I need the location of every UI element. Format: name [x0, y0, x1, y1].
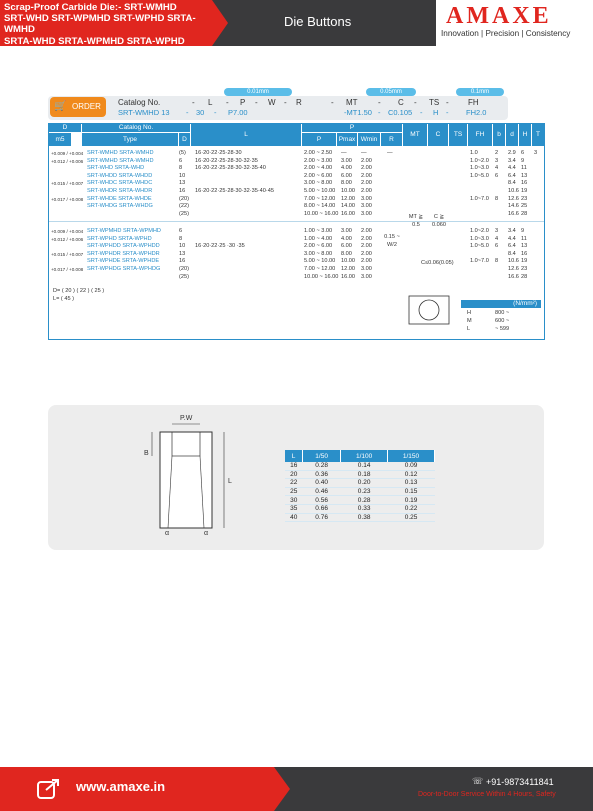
order-example: - — [378, 108, 381, 117]
cell-l: 16·20·22·25·28·30·32·35·40·45 — [195, 188, 274, 194]
col-header-b: b — [493, 124, 505, 146]
cell-b: 8 — [495, 195, 499, 202]
cell-fh: 1.0~5.0 — [470, 172, 489, 179]
cell-tol: +0.009 / +0.004 — [51, 229, 84, 234]
cell-d: 10 — [179, 243, 186, 250]
cell-h: 25 — [521, 203, 528, 210]
table-row — [285, 470, 435, 479]
cell-wmin: 3.00 — [361, 203, 372, 210]
cell-pmax: 12.00 — [341, 266, 355, 272]
cell-wmin: 3.00 — [361, 273, 372, 280]
cell-p: 1.00 ~ 3.00 — [304, 228, 333, 234]
order-cell: - — [446, 98, 449, 107]
order-example: - — [446, 108, 449, 117]
land-cell: 16 — [285, 462, 303, 470]
cell-h: 6 — [521, 150, 525, 156]
cell-h: 13 — [521, 172, 528, 179]
table-row — [285, 504, 435, 513]
order-example: - — [186, 108, 189, 117]
cell-pmax: 12.00 — [341, 195, 355, 202]
table-row — [285, 487, 435, 496]
cell-fh: 1.0 — [470, 150, 478, 156]
land-cell: 20 — [285, 470, 303, 479]
cell-pmax: 14.00 — [341, 203, 355, 210]
land-cell: 0.15 — [388, 487, 435, 496]
website-link[interactable]: www.amaxe.in — [76, 779, 166, 794]
cell-wmin: 2.00 — [361, 235, 372, 242]
cell-pmax: — — [341, 150, 347, 156]
cell-p: 3.00 ~ 8.00 — [304, 250, 333, 257]
cell-d: 6 — [179, 228, 183, 234]
hardness-header: (N/mm²) — [461, 300, 541, 308]
cell-d: (25) — [179, 273, 189, 280]
cell-d: (22) — [179, 203, 189, 210]
cell-type: SRT-WPHDG SRTA-WPHDG — [87, 266, 161, 272]
brand-tagline: Innovation | Precision | Consistency — [441, 29, 571, 38]
cell-fh: 1.0~2.0 — [470, 157, 489, 164]
cell-tol: +0.015 / +0.007 — [51, 251, 84, 257]
cell-type: SRT-WHDR SRTA-WHDR — [87, 188, 153, 194]
cell-p: 7.00 ~ 12.00 — [304, 266, 336, 272]
cell-wmin: 2.00 — [361, 228, 372, 234]
cell-d: 13 — [179, 250, 186, 257]
order-label: ORDER — [72, 102, 101, 111]
cell-b: 4 — [495, 165, 499, 172]
land-cell: 0.14 — [341, 462, 388, 470]
col-header-mt: MT — [403, 124, 427, 146]
cell-p: 2.00 ~ 2.50 — [304, 150, 333, 156]
cell-p: 2.00 ~ 6.00 — [304, 172, 333, 179]
land-cell: 0.46 — [303, 487, 341, 496]
cell-type: SRT-WPHDD SRTA-WPHDD — [87, 243, 160, 250]
order-cell: L — [208, 98, 213, 107]
cell-dd: 12.6 — [508, 195, 519, 202]
die-cross-section-icon — [405, 290, 455, 334]
cell-dd: 6.4 — [508, 172, 516, 179]
cell-pmax: 8.00 — [341, 250, 352, 257]
land-cell: 0.28 — [341, 496, 388, 505]
table-row — [285, 462, 435, 470]
cell-dd: 12.6 — [508, 266, 519, 272]
cell-wmin: 2.00 — [361, 243, 372, 250]
land-cell: 0.40 — [303, 479, 341, 488]
cell-dd: 4.4 — [508, 165, 516, 172]
subheader-m5: m5 — [49, 133, 71, 146]
land-cell: 35 — [285, 504, 303, 513]
order-cell: FH — [468, 98, 479, 107]
land-header: 1/100 — [341, 450, 388, 462]
phone-icon: ☏ — [472, 776, 484, 786]
cell-p: 10.00 ~ 16.00 — [304, 273, 339, 280]
hardness-value: ~ 599 — [495, 326, 510, 332]
cell-h: 23 — [521, 195, 528, 202]
col-header-c: C — [428, 124, 448, 146]
cell-d: 16 — [179, 258, 186, 265]
cell-fh: 1.0~2.0 — [470, 228, 489, 234]
cell-l: 16·20·22·25·28·30 — [195, 150, 242, 156]
cell-l: 16·20·22·25·28·30·32·35·40 — [195, 165, 266, 172]
order-example: H — [433, 108, 439, 117]
cell-p: 1.00 ~ 4.00 — [304, 235, 333, 242]
cell-type: SRT-WPMHD SRTA-WPMHD — [87, 228, 161, 234]
land-cell: 0.76 — [303, 513, 341, 522]
cell-wmin: 2.00 — [361, 157, 372, 164]
share-icon — [36, 776, 62, 802]
order-cell: - — [284, 98, 287, 107]
title-line: SRT-WHD SRT-WPMHD SRT-WPHD SRTA-WMHD — [4, 13, 196, 36]
cell-pmax: 4.00 — [341, 235, 352, 242]
land-cell: 0.36 — [303, 470, 341, 479]
w-note: 0.15 ~ W/2 — [384, 234, 400, 248]
cell-type: SRT-WPHD SRTA-WPHD — [87, 235, 152, 242]
ca-note: C≤0.06(0.05) — [421, 260, 454, 266]
col-header-ts: TS — [449, 124, 467, 146]
note-d: D= ( 20 ) ( 22 ) ( 25 ) — [53, 288, 105, 294]
cell-d: 16 — [179, 188, 186, 194]
cell-dd: 8.4 — [508, 180, 516, 187]
cell-l: 16·20·22·25·28·30·32·35 — [195, 157, 258, 164]
cell-dd: 10.6 — [508, 188, 519, 194]
cell-p: 2.00 ~ 6.00 — [304, 243, 333, 250]
cell-d: 6 — [179, 157, 183, 164]
cell-b: 8 — [495, 258, 499, 265]
land-cell: 0.23 — [341, 487, 388, 496]
cell-d: 13 — [179, 180, 186, 187]
cell-b: 6 — [495, 243, 499, 250]
cell-t: 3 — [534, 150, 538, 156]
cell-p: 7.00 ~ 12.00 — [304, 195, 336, 202]
subheader-r: R — [381, 133, 402, 146]
order-cell: C — [398, 98, 404, 107]
cell-dd: 14.6 — [508, 203, 519, 210]
order-cell: - — [414, 98, 417, 107]
mt-note: MT ≧ 0.5 — [408, 214, 424, 228]
cell-dd: 3.4 — [508, 157, 516, 164]
dim-label-l: L — [228, 478, 232, 485]
subheader-pmax: Pmax — [337, 133, 357, 146]
order-example: - — [214, 108, 217, 117]
land-cell: 0.19 — [388, 496, 435, 505]
table-row — [285, 513, 435, 522]
cell-d: (5) — [179, 150, 186, 156]
cell-wmin: — — [361, 150, 367, 156]
land-header: L — [285, 450, 303, 462]
cell-p: 2.00 ~ 4.00 — [304, 165, 333, 172]
dim-label-alpha: α — [165, 530, 170, 537]
service-line: Door-to-Door Service Within 4 Hours, Safety — [418, 791, 556, 798]
hardness-value: 600 ~ — [495, 318, 510, 324]
order-example: FH2.0 — [466, 108, 487, 117]
cell-dd: 3.4 — [508, 228, 516, 234]
cell-d: (20) — [179, 266, 189, 272]
cell-type: SRT-WHDG SRTA-WHDG — [87, 203, 153, 210]
land-cell: 0.25 — [388, 513, 435, 522]
hardness-key: L — [467, 326, 471, 332]
cell-b: 3 — [495, 157, 499, 164]
cell-tol: +0.012 / +0.006 — [51, 158, 84, 164]
cell-fh: 1.0~7.0 — [470, 258, 489, 265]
cell-wmin: 2.00 — [361, 172, 372, 179]
land-table — [285, 450, 435, 522]
cell-dd: 16.6 — [508, 210, 519, 217]
land-cell: 0.09 — [388, 462, 435, 470]
brand-logo: AMAXE — [446, 3, 552, 29]
col-header-l: L — [191, 124, 301, 146]
dim-label-pw: P.W — [180, 415, 193, 422]
land-cell: 0.66 — [303, 504, 341, 513]
cell-h: 19 — [521, 258, 528, 265]
cell-d: 10 — [179, 172, 186, 179]
hardness-value: 800 ~ — [495, 310, 510, 316]
cell-p: 10.00 ~ 16.00 — [304, 210, 339, 217]
cell-tol: +0.009 / +0.004 — [51, 151, 84, 156]
cell-p: 5.00 ~ 10.00 — [304, 258, 336, 265]
page-title — [4, 2, 226, 47]
c-note: C ≧ 0.060 — [432, 214, 446, 228]
land-cell: 40 — [285, 513, 303, 522]
order-cell: P — [240, 98, 246, 107]
cell-pmax: 3.00 — [341, 228, 352, 234]
note-l: L= ( 45 ) — [53, 296, 74, 302]
cell-d: (20) — [179, 195, 189, 202]
land-cell: 0.13 — [388, 479, 435, 488]
col-header-t: T — [532, 124, 544, 146]
cell-tol: +0.017 / +0.008 — [51, 267, 84, 272]
tolerance-pill: 0.01mm — [224, 88, 292, 96]
land-cell: 0.33 — [341, 504, 388, 513]
cell-p: 3.00 ~ 8.00 — [304, 180, 333, 187]
cell-wmin: 3.00 — [361, 266, 372, 272]
cell-h: 23 — [521, 266, 528, 272]
cell-wmin: 2.00 — [361, 165, 372, 172]
cell-wmin: 2.00 — [361, 188, 372, 194]
cell-h: 11 — [521, 165, 527, 172]
cell-wmin: 3.00 — [361, 210, 372, 217]
cell-p: 8.00 ~ 14.00 — [304, 203, 336, 210]
cell-wmin: 3.00 — [361, 195, 372, 202]
cell-b: 6 — [495, 172, 499, 179]
subheader-type: Type — [82, 133, 178, 146]
die-buttons-table — [48, 123, 545, 340]
cell-h: 13 — [521, 243, 528, 250]
cell-fh: 1.0~3.0 — [470, 235, 489, 242]
land-header: 1/150 — [388, 450, 435, 462]
tolerance-pill: 0.1mm — [456, 88, 504, 96]
land-cell: 0.28 — [303, 462, 341, 470]
cell-fh: 1.0~7.0 — [470, 195, 489, 202]
cell-b: 2 — [495, 150, 499, 156]
cart-icon: 🛒 — [54, 101, 67, 112]
cell-pmax: 4.00 — [341, 165, 352, 172]
land-cell: 30 — [285, 496, 303, 505]
land-cell: 0.38 — [341, 513, 388, 522]
col-header-fh: FH — [468, 124, 492, 146]
col-header-d: D — [49, 124, 81, 132]
land-header: 1/50 — [303, 450, 341, 462]
cell-type: SRT-WPHDR SRTA-WPHDR — [87, 250, 160, 257]
cell-type: SRT-WMHD SRTA-WMHD — [87, 150, 154, 156]
dim-label-b: B — [144, 450, 149, 457]
cell-tol: +0.012 / +0.006 — [51, 236, 84, 242]
cell-h: 16 — [521, 250, 528, 257]
cell-dd: 6.4 — [508, 243, 516, 250]
cell-fh: 1.0~3.0 — [470, 165, 489, 172]
subheader-d: D — [179, 133, 190, 146]
cell-dd: 2.9 — [508, 150, 516, 156]
cell-h: 9 — [521, 157, 525, 164]
col-header-dd: d — [506, 124, 518, 146]
cell-type: SRT-WHDE SRTA-WHDE — [87, 195, 152, 202]
land-cell: 22 — [285, 479, 303, 488]
cell-dd: 16.6 — [508, 273, 519, 280]
tolerance-pill: 0.05mm — [366, 88, 416, 96]
cell-type: SRT-WHD SRTA-WHD — [87, 165, 145, 172]
order-cell: MT — [346, 98, 358, 107]
land-cell: 0.12 — [388, 470, 435, 479]
cell-pmax: 6.00 — [341, 243, 352, 250]
cell-wmin: 2.00 — [361, 180, 372, 187]
order-button[interactable] — [50, 97, 106, 117]
cell-pmax: 8.00 — [341, 180, 352, 187]
order-cell: - — [378, 98, 381, 107]
order-cell: - — [192, 98, 195, 107]
cell-b: 3 — [495, 228, 499, 234]
table-row — [285, 496, 435, 505]
order-cell: - — [226, 98, 229, 107]
col-header-h: H — [519, 124, 531, 146]
cell-wmin: 2.00 — [361, 258, 372, 265]
dim-label-alpha: α — [204, 530, 209, 537]
cell-p: 2.00 ~ 3.00 — [304, 157, 333, 164]
catalog-section — [48, 86, 545, 340]
subheader-p: P — [302, 133, 336, 146]
cell-wmin: 2.00 — [361, 250, 372, 257]
cell-h: 28 — [521, 210, 528, 217]
land-cell: 0.56 — [303, 496, 341, 505]
table-row — [285, 479, 435, 488]
col-header-catalog: Catalog No. — [82, 124, 190, 132]
cell-l: 16·20·22·25 ·30 ·35 — [195, 243, 245, 250]
cell-type: SRT-WHDD SRTA-WHDD — [87, 172, 153, 179]
cell-d: 8 — [179, 165, 183, 172]
cell-h: 16 — [521, 180, 528, 187]
cell-pmax: 10.00 — [341, 188, 355, 194]
subheader-wmin: Wmin — [358, 133, 380, 146]
cell-pmax: 16.00 — [341, 273, 355, 280]
phone-number[interactable]: +91-9873411841 — [486, 777, 554, 787]
cell-h: 9 — [521, 228, 525, 234]
cell-h: 11 — [521, 235, 527, 242]
title-line: SRTA-WHD SRTA-WPMHD SRTA-WPHD — [4, 35, 185, 47]
order-cell: TS — [429, 98, 440, 107]
order-cell: Catalog No. — [118, 98, 161, 107]
die-button-drawing — [140, 414, 240, 542]
order-cell: R — [296, 98, 302, 107]
order-example: 30 — [196, 108, 205, 117]
cell-dd: 10.6 — [508, 258, 519, 265]
cell-h: 19 — [521, 188, 528, 194]
land-cell: 25 — [285, 487, 303, 496]
order-cell: - — [255, 98, 258, 107]
cell-d: 8 — [179, 235, 183, 242]
cell-pmax: 16.00 — [341, 210, 355, 217]
land-cell: 0.18 — [341, 470, 388, 479]
order-example: - — [420, 108, 423, 117]
col-header-p: P — [302, 124, 402, 132]
cell-type: SRT-WMHD SRTA-WMHD — [87, 157, 154, 164]
order-cell: W — [268, 98, 276, 107]
cell-dd: 4.4 — [508, 235, 516, 242]
cell-d: (25) — [179, 210, 189, 217]
section-title: Die Buttons — [284, 14, 352, 29]
cell-pmax: 3.00 — [341, 157, 352, 164]
order-example: P7.00 — [228, 108, 248, 117]
land-cell: 0.20 — [341, 479, 388, 488]
hardness-key: H — [467, 310, 472, 316]
cell-fh: 1.0~5.0 — [470, 243, 489, 250]
title-line: Scrap-Proof Carbide Die:- SRT-WMHD — [4, 2, 177, 13]
order-example: SRT-WMHD 13 — [118, 108, 170, 117]
table-divider — [49, 221, 544, 222]
cell-pmax: 6.00 — [341, 172, 352, 179]
cell-p: 5.00 ~ 10.00 — [304, 188, 336, 194]
cell-r: — — [387, 150, 393, 156]
land-cell: 0.22 — [388, 504, 435, 513]
order-cell: - — [331, 98, 334, 107]
cell-h: 28 — [521, 273, 528, 280]
cell-tol: +0.017 / +0.008 — [51, 196, 84, 202]
cell-tol: +0.015 / +0.007 — [51, 181, 84, 187]
order-example: -MT1.50 — [344, 108, 372, 117]
cell-pmax: 10.00 — [341, 258, 355, 265]
cell-type: SRT-WPHDE SRTA-WPHDE — [87, 258, 160, 265]
cell-b: 4 — [495, 235, 499, 242]
hardness-key: M — [467, 318, 472, 324]
cell-type: SRT-WHDC SRTA-WHDC — [87, 180, 153, 187]
order-example: C0.105 — [388, 108, 413, 117]
cell-dd: 8.4 — [508, 250, 516, 257]
